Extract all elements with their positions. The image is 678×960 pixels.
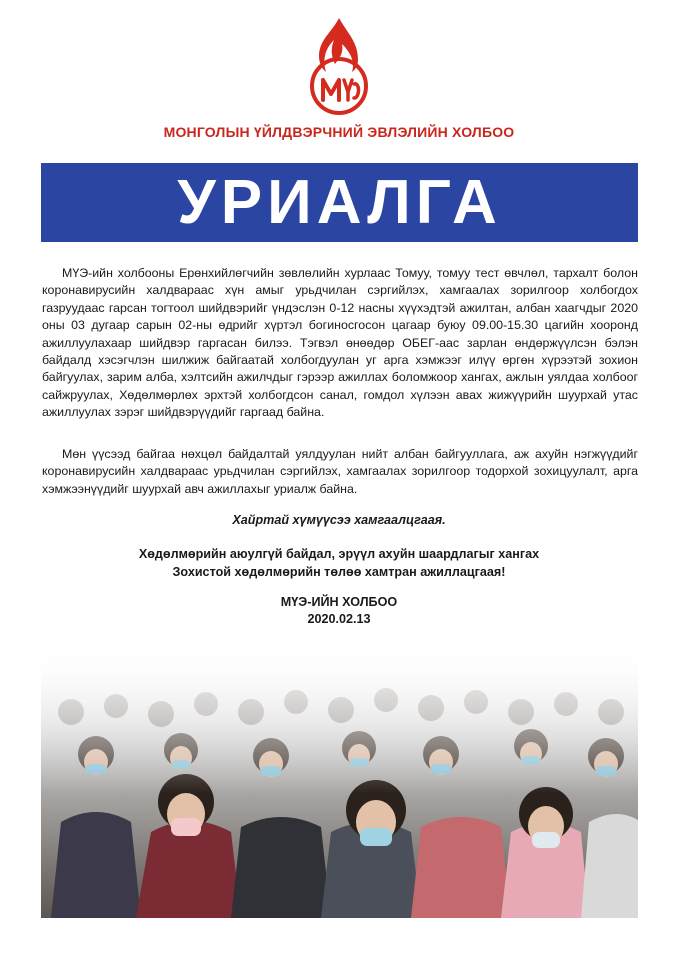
title-banner xyxy=(41,163,638,242)
body-paragraph-1 xyxy=(42,265,638,422)
page-title: УРИАЛГА xyxy=(177,167,502,237)
paragraph-text: Мөн үүсээд байгаа нөхцөл байдалтай уялдуулан нийт албан байгууллага, аж ахуйн нэгжүүдийг коронавирусийн халдвараас урьдчилан сэргийлэх, хамгаалах зорилгоор тодорхой зохицуулалт, арга хэмжээнүүдийг шуурхай авч ажиллахыг уриалж байна. xyxy=(42,447,638,496)
flame-emblem-icon xyxy=(302,14,376,118)
paragraph-text: МҮЭ-ийн холбооны Ерөнхийлөгчийн зөвлөлийн хурлаас Томуу, томуу тест өвчлөл, тархалт болон коронавирусийн халдвараас хүн амыг урьдчилан сэргийлэх, хамгаалах зорилгоор холбогдох газруудаас гарсан тогтоол шийдвэрийг үндэслэн 0-12 насны хүүхэдтэй ажилтан, албан хаагчдыг 2020 оны 03 дугаар сарын 02-ны өдрийг хүртэл богиносгосон цагаар буюу 09.00-15.30 цагийн хооронд ажиллуулахаар шийдвэр гаргасан билээ. Тэгвэл өнөөдөр ОБЕГ-аас зарлан өндөржүүлсэн бэлэн байдалд хэсэгчлэн шилжиж байгаатай холбогдуулан уг арга хэмжээг илүү өргөн хүрээтэй зохион байгуулах, зарим алба, хэлтсийн ажилчдыг гэрээр ажиллах боломжоор хангах, ажлын уялдаа холбоог сайжруулах, Хөдөлмөрлөх эрхтэй холбогдсон санал, гомдол хүлээн авах жижүүрийн шуурхай утас ажиллуулах зэрэг шийдвэрүүдийг гаргаад байна. xyxy=(42,266,638,420)
motto-text: Хайртай хүмүүсээ хамгаалцгаая. xyxy=(232,513,446,527)
slogan-line-1: Хөдөлмөрийн аюулгүй байдал, эрүүл ахуйн шаардлагыг хангах xyxy=(138,547,540,561)
crowd-wearing-masks-photo xyxy=(41,642,638,918)
organization-name: МОНГОЛЫН ҮЙЛДВЭРЧНИЙ ЭВЛЭЛИЙН ХОЛБОО xyxy=(163,124,515,140)
signature-org: МҮЭ-ИЙН ХОЛБОО xyxy=(280,595,398,609)
signature-date: 2020.02.13 xyxy=(307,612,371,626)
slogan xyxy=(0,545,678,581)
body-paragraph-2 xyxy=(42,446,638,498)
slogan-line-2: Зохистой хөдөлмөрийн төлөө хамтран ажиллацгаая! xyxy=(172,565,506,579)
signature-block xyxy=(0,594,678,628)
